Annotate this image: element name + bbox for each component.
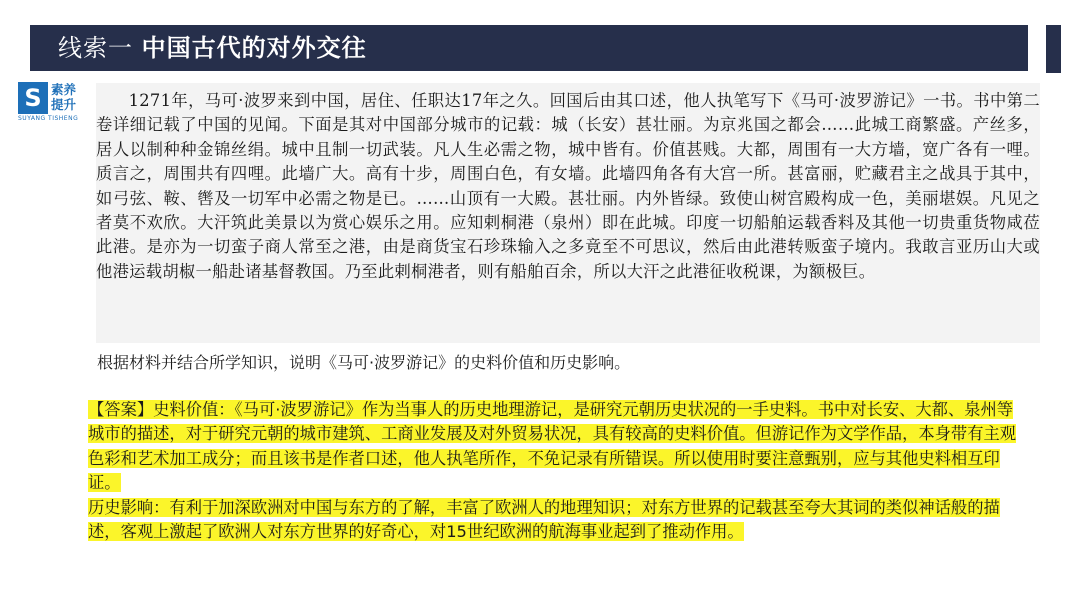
logo-english: SUYANG TISHENG — [18, 115, 79, 122]
answer-impact: 历史影响：有利于加深欧洲对中国与东方的了解，丰富了欧洲人的地理知识；对东方世界的记载甚至夸大其词的类似神话般的描述，客观上激起了欧洲人对东方世界的好奇心，对15世纪欧洲的航海事业起到了推动作用。 — [88, 497, 1000, 542]
logo-text — [51, 82, 91, 112]
source-passage — [96, 83, 1040, 343]
page-title — [58, 25, 367, 71]
answer-block — [88, 398, 1028, 544]
title-prefix: 线索一 — [58, 34, 142, 62]
question-text: 根据材料并结合所学知识，说明《马可·波罗游记》的史料价值和历史影响。 — [97, 353, 631, 372]
logo-line2: 提升 — [51, 97, 77, 112]
title-main: 中国古代的对外交往 — [141, 34, 367, 62]
logo — [18, 82, 92, 122]
logo-line1: 素养 — [51, 82, 77, 97]
header-accent-bar — [1046, 25, 1061, 73]
answer-value: 【答案】史料价值：《马可·波罗游记》作为当事人的历史地理游记，是研究元朝历史状况的一手史料。书中对长安、大都、泉州等城市的描述，对于研究元朝的城市建筑、工商业发展及对外贸易状况，具有较高的史料价值。但游记作为文学作品，本身带有主观色彩和艺术加工成分；而且该书是作者口述，他人执笔所作，不免记录有所错误。所以使用时要注意甄别，应与其他史料相互印证。 — [88, 400, 1017, 493]
passage-text: 1271年，马可·波罗来到中国，居住、任职达17年之久。回国后由其口述，他人执笔写下《马可·波罗游记》一书。书中第二卷详细记载了中国的见闻。下面是其对中国部分城市的记载：城（长安）甚壮丽。为京兆国之都会……此城工商繁盛。产丝多，居人以制种种金锦丝绢。城中且制一切武装。凡人生必需之物，城中皆有。价值甚贱。大都，周围有一大方墙，宽广各有一哩。质言之，周围共有四哩。此墙广大。高有十步，周围白色，有女墙。此墙四角各有大宫一所。甚富丽，贮藏君主之战具于其中，如弓弦、鞍、辔及一切军中必需之物是已。……山顶有一大殿。甚壮丽。内外皆绿。致使山树宫殿构成一色，美丽堪娱。凡见之者莫不欢欣。大汗筑此美景以为赏心娱乐之用。应知剌桐港（泉州）即在此城。印度一切船舶运载香料及其他一切贵重货物咸莅此港。是亦为一切蛮子商人常至之港，由是商货宝石珍珠输入之多竟至不可思议，然后由此港转贩蛮子境内。我敢言亚历山大或他港运载胡椒一船赴诸基督教国。乃至此剌桐港者，则有船舶百余，所以大汗之此港征收税课，为额极巨。 — [96, 91, 1040, 281]
logo-letter: S — [18, 82, 48, 114]
